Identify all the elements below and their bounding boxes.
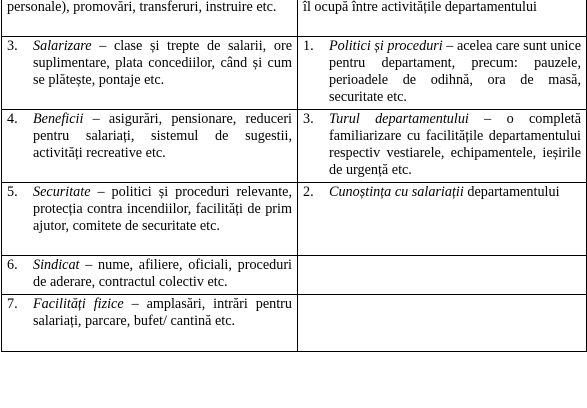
table-row	[2, 183, 587, 256]
item-number: 3.	[303, 111, 314, 127]
table-cell-left	[2, 256, 298, 295]
item-description: – asigurări, pensionare, reduceri pentru salariați, sistemul de sugestii, activități recreative etc.	[33, 111, 292, 161]
table-cell-right	[298, 37, 587, 110]
item-heading: Salarizare	[33, 38, 92, 54]
table-row	[2, 256, 587, 295]
item-number: 6.	[7, 257, 18, 273]
table-row	[2, 295, 587, 352]
item-description: – acelea care sunt unice pentru departament, precum: pauzele, perioadele de odihnă, ora de masă, securitate etc.	[329, 38, 581, 105]
item-heading: Sindicat	[33, 257, 80, 273]
item-description: departamentului	[463, 184, 560, 200]
table-cell-right-empty	[298, 256, 587, 295]
item-heading: Turul departamentului	[329, 111, 469, 127]
cell-text: îl ocupă între activitățile departamentului	[303, 0, 538, 15]
table-row	[2, 110, 587, 183]
item-number: 3.	[7, 38, 18, 54]
table-cell-right	[298, 183, 587, 256]
item-number: 7.	[7, 296, 18, 312]
item-description: – nume, afiliere, oficiali, proceduri de aderare, contractul colectiv etc.	[33, 257, 292, 290]
table-cell-left	[2, 110, 298, 183]
item-description: – amplasări, intrări pentru salariați, parcare, bufet/ cantină etc.	[33, 296, 292, 329]
table-cell-right	[298, 110, 587, 183]
table-row	[2, 37, 587, 110]
item-heading: Facilități fizice	[33, 296, 124, 312]
table-cell-right	[298, 0, 587, 37]
item-description: – clase și trepte de salarii, ore suplimentare, plata concediilor, când și cum se plătește, pontaje etc.	[33, 38, 292, 88]
item-heading: Securitate	[33, 184, 91, 200]
item-number: 4.	[7, 111, 18, 127]
item-number: 5.	[7, 184, 18, 200]
table-cell-left	[2, 37, 298, 110]
cell-text: personale), promovări, transferuri, instruire etc.	[7, 0, 277, 15]
item-heading: Cunoștința cu salariații	[329, 184, 464, 200]
item-heading: Beneficii	[33, 111, 84, 127]
item-description: – o completă familiarizare cu facilitățile departamentului respectiv vestiarele, echipamentele, ieșirile de urgență etc.	[329, 111, 581, 178]
table-cell-left	[2, 0, 298, 37]
table-row	[2, 0, 587, 37]
table-cell-left	[2, 295, 298, 352]
item-description: – politici și proceduri relevante, protecția contra incendiilor, facilități de prim ajutor, comitete de securitate etc.	[33, 184, 292, 234]
item-number: 1.	[303, 38, 314, 54]
item-heading: Politici și proceduri	[329, 38, 443, 54]
table-cell-left	[2, 183, 298, 256]
item-number: 2.	[303, 184, 314, 200]
table-cell-right-empty	[298, 295, 587, 352]
orientation-topics-table	[1, 0, 587, 352]
